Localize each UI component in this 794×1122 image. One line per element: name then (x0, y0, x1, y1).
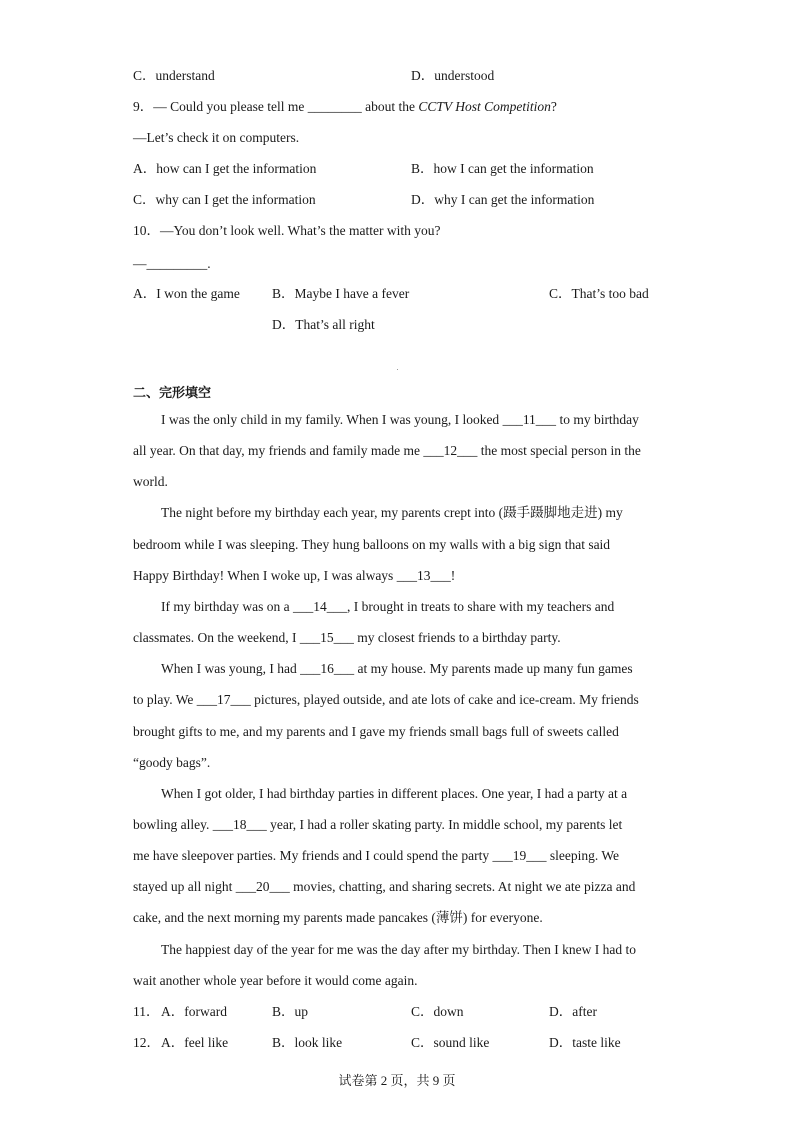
q8-option-d: D．understood (411, 68, 495, 83)
q9-prompt-pre: 9．— Could you please tell me (133, 99, 308, 114)
q9-option-a: A．how can I get the information (133, 161, 317, 176)
passage-text: me have sleepover parties. My friends and I could spend the party (133, 848, 493, 863)
q10-option-b: B．Maybe I have a fever (272, 286, 410, 301)
passage-text: to my birthday (556, 412, 639, 427)
passage-line (133, 629, 561, 647)
blank-14: ___14___ (292, 599, 347, 614)
passage-text: sleeping. We (546, 848, 620, 863)
passage-line: When I got older, I had birthday parties in different places. One year, I had a party at a (161, 786, 628, 801)
q10-response-end: . (207, 256, 211, 271)
passage-text: year, I had a roller skating party. In middle school, my parents let (266, 817, 623, 832)
passage-text: ! (450, 568, 456, 583)
stray-dot (397, 369, 398, 370)
blank-12: ___12___ (423, 443, 478, 458)
q8-option-c: C．understand (133, 68, 215, 83)
q9-response: —Let’s check it on computers. (133, 130, 300, 145)
q9-prompt-italic: CCTV Host Competition (418, 99, 551, 114)
q9-prompt (133, 98, 557, 116)
q9-option-c: C．why can I get the information (133, 192, 316, 207)
q9-option-d: D．why I can get the information (411, 192, 595, 207)
q12-number: 12． (133, 1035, 160, 1050)
passage-text: When I was young, I had (161, 661, 301, 676)
q11-option-c: C．down (411, 1004, 464, 1019)
q10-option-d: D．That’s all right (272, 317, 375, 332)
q9-option-b: B．how I can get the information (411, 161, 594, 176)
blank-11: ___11___ (502, 412, 557, 427)
q11-number: 11． (133, 1004, 160, 1019)
passage-line: cake, and the next morning my parents made pancakes (薄饼) for everyone. (133, 910, 543, 925)
passage-line (133, 847, 619, 865)
page-footer: 试卷第 2 页，共 9 页 (338, 1073, 456, 1088)
passage-line (133, 878, 635, 896)
blank-20: ___20___ (235, 879, 290, 894)
blank-18: ___18___ (212, 817, 267, 832)
passage-line: “goody bags”. (133, 755, 211, 770)
passage-text: Happy Birthday! When I woke up, I was always (133, 568, 397, 583)
section-title: 二、完形填空 (133, 386, 212, 401)
q12-option-c: C．sound like (411, 1035, 490, 1050)
q10-option-c: C．That’s too bad (549, 286, 649, 301)
q11-option-a: A．forward (161, 1004, 227, 1019)
q10-response-blank: _________ (146, 256, 208, 271)
passage-line (161, 598, 614, 616)
blank-16: ___16___ (300, 661, 355, 676)
q10-prompt: 10．—You don’t look well. What’s the matter with you? (133, 223, 441, 238)
q12-option-d: D．taste like (549, 1035, 621, 1050)
blank-15: ___15___ (299, 630, 354, 645)
passage-line: The night before my birthday each year, my parents crept into (蹑手蹑脚地走进) my (161, 505, 623, 520)
q10-response-dash: — (133, 256, 147, 271)
passage-line: brought gifts to me, and my parents and I gave my friends small bags full of sweets called (133, 724, 619, 739)
passage-line: world. (133, 474, 168, 489)
blank-13: ___13___ (396, 568, 451, 583)
passage-line: The happiest day of the year for me was the day after my birthday. Then I knew I had to (161, 942, 636, 957)
q10-option-a: A．I won the game (133, 286, 240, 301)
passage-text: pictures, played outside, and ate lots of cake and ice-cream. My friends (250, 692, 639, 707)
q12-option-a: A．feel like (161, 1035, 229, 1050)
blank-17: ___17___ (196, 692, 251, 707)
q11-option-b: B．up (272, 1004, 309, 1019)
passage-text: to play. We (133, 692, 197, 707)
passage-text: If my birthday was on a (161, 599, 293, 614)
passage-line (133, 816, 622, 834)
q11-option-d: D．after (549, 1004, 597, 1019)
q9-prompt-mid: about the (361, 99, 419, 114)
passage-line (133, 442, 641, 460)
passage-line: wait another whole year before it would come again. (133, 973, 418, 988)
blank-19: ___19___ (492, 848, 547, 863)
passage-line: bedroom while I was sleeping. They hung balloons on my walls with a big sign that said (133, 537, 611, 552)
passage-text: my closest friends to a birthday party. (353, 630, 561, 645)
passage-text: movies, chatting, and sharing secrets. At night we ate pizza and (289, 879, 636, 894)
passage-text: the most special person in the (477, 443, 641, 458)
passage-line (133, 567, 455, 585)
passage-line (161, 660, 633, 678)
passage-text: , I brought in treats to share with my teachers and (346, 599, 615, 614)
q9-prompt-end: ? (550, 99, 557, 114)
passage-text: bowling alley. (133, 817, 213, 832)
passage-text: all year. On that day, my friends and family made me (133, 443, 424, 458)
passage-text: stayed up all night (133, 879, 236, 894)
q12-option-b: B．look like (272, 1035, 343, 1050)
q9-blank: ________ (307, 99, 362, 114)
passage-line (133, 691, 639, 709)
passage-line (161, 411, 639, 429)
passage-text: I was the only child in my family. When I was young, I looked (161, 412, 503, 427)
q10-response (133, 255, 211, 273)
passage-text: classmates. On the weekend, I (133, 630, 300, 645)
passage-text: at my house. My parents made up many fun games (354, 661, 633, 676)
